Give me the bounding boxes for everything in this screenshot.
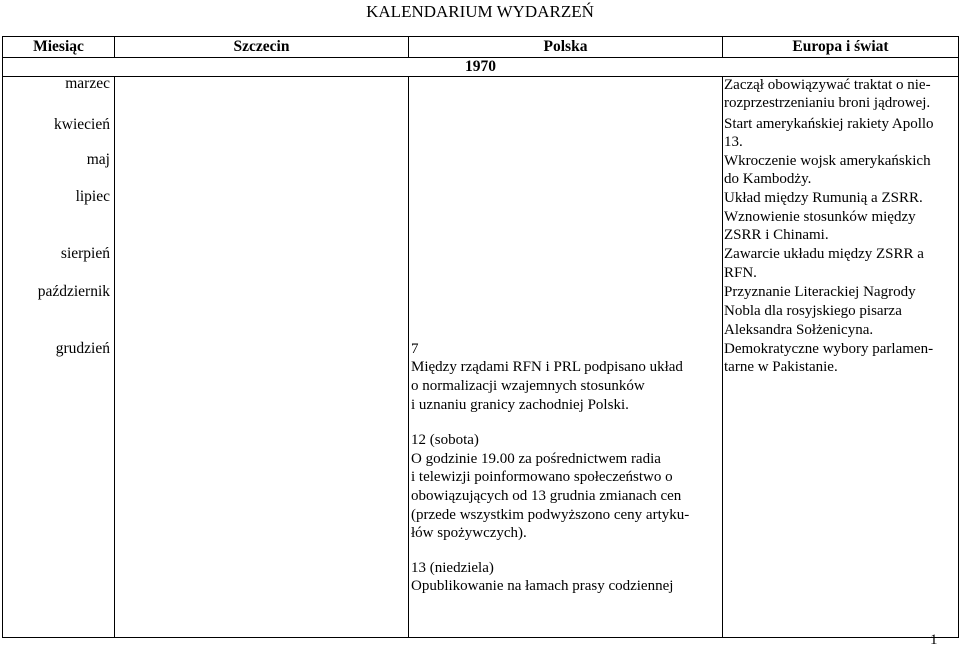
polska-line: i uznaniu granicy zachodniej Polski. <box>411 397 629 413</box>
europe-line: Aleksandra Sołżenicyna. <box>724 322 874 338</box>
month-label: marzec <box>65 75 110 92</box>
polska-line: 7 <box>411 341 419 357</box>
polska-line: o normalizacji wzajemnych stosunków <box>411 378 645 394</box>
europe-line: Zawarcie układu między ZSRR a <box>724 246 924 262</box>
page-title: KALENDARIUM WYDARZEŃ <box>366 2 594 21</box>
europe-line: do Kambodży. <box>724 171 812 187</box>
year-row <box>3 58 959 77</box>
europe-line: Wznowienie stosunków między <box>724 209 916 225</box>
header-row <box>3 37 959 58</box>
column-header-month: Miesiąc <box>3 37 115 58</box>
polska-line: łów spożywczych). <box>411 525 527 541</box>
month-label: sierpień <box>60 245 110 262</box>
europe-line: rozprzestrzenianiu broni jądrowej. <box>724 95 931 111</box>
szczecin-cell <box>115 77 409 638</box>
europe-line: Nobla dla rosyjskiego pisarza <box>724 303 902 319</box>
polska-cell <box>409 77 723 638</box>
month-label: październik <box>37 283 110 300</box>
europe-line: Start amerykańskiej rakiety Apollo <box>724 116 934 132</box>
polska-line: 13 (niedziela) <box>411 560 494 576</box>
year-label: 1970 <box>3 58 959 77</box>
europe-line: Demokratyczne wybory parlamen- <box>724 341 934 357</box>
polska-line: Opublikowanie na łamach prasy codziennej <box>411 578 674 594</box>
month-label: grudzień <box>55 340 110 357</box>
europe-line: Zaczął obowiązywać traktat o nie- <box>724 77 931 93</box>
polska-line: O godzinie 19.00 za pośrednictwem radia <box>411 451 661 467</box>
europe-line: Przyznanie Literackiej Nagrody <box>724 284 916 300</box>
month-label: kwiecień <box>54 116 110 133</box>
column-header-szczecin: Szczecin <box>115 37 409 58</box>
europe-line: 13. <box>724 134 743 150</box>
europe-line: ZSRR i Chinami. <box>724 227 829 243</box>
polska-line: i telewizji poinformowano społeczeństwo o <box>411 469 673 485</box>
europe-line: Wkroczenie wojsk amerykańskich <box>724 153 931 169</box>
month-label: maj <box>86 151 110 168</box>
page-number: 1 <box>930 632 938 648</box>
europe-line: RFN. <box>724 265 757 281</box>
europe-line: Układ między Rumunią a ZSRR. <box>724 190 923 206</box>
polska-line: (przede wszystkim podwyższono ceny artyku- <box>411 507 690 523</box>
polska-line: 12 (sobota) <box>411 432 479 448</box>
polska-line: obowiązujących od 13 grudnia zmianach cen <box>411 488 682 504</box>
europe-line: tarne w Pakistanie. <box>724 359 838 375</box>
column-header-polska: Polska <box>409 37 723 58</box>
polska-line: Między rządami RFN i PRL podpisano układ <box>411 359 683 375</box>
column-header-europa: Europa i świat <box>723 37 959 58</box>
month-label: lipiec <box>75 188 110 205</box>
